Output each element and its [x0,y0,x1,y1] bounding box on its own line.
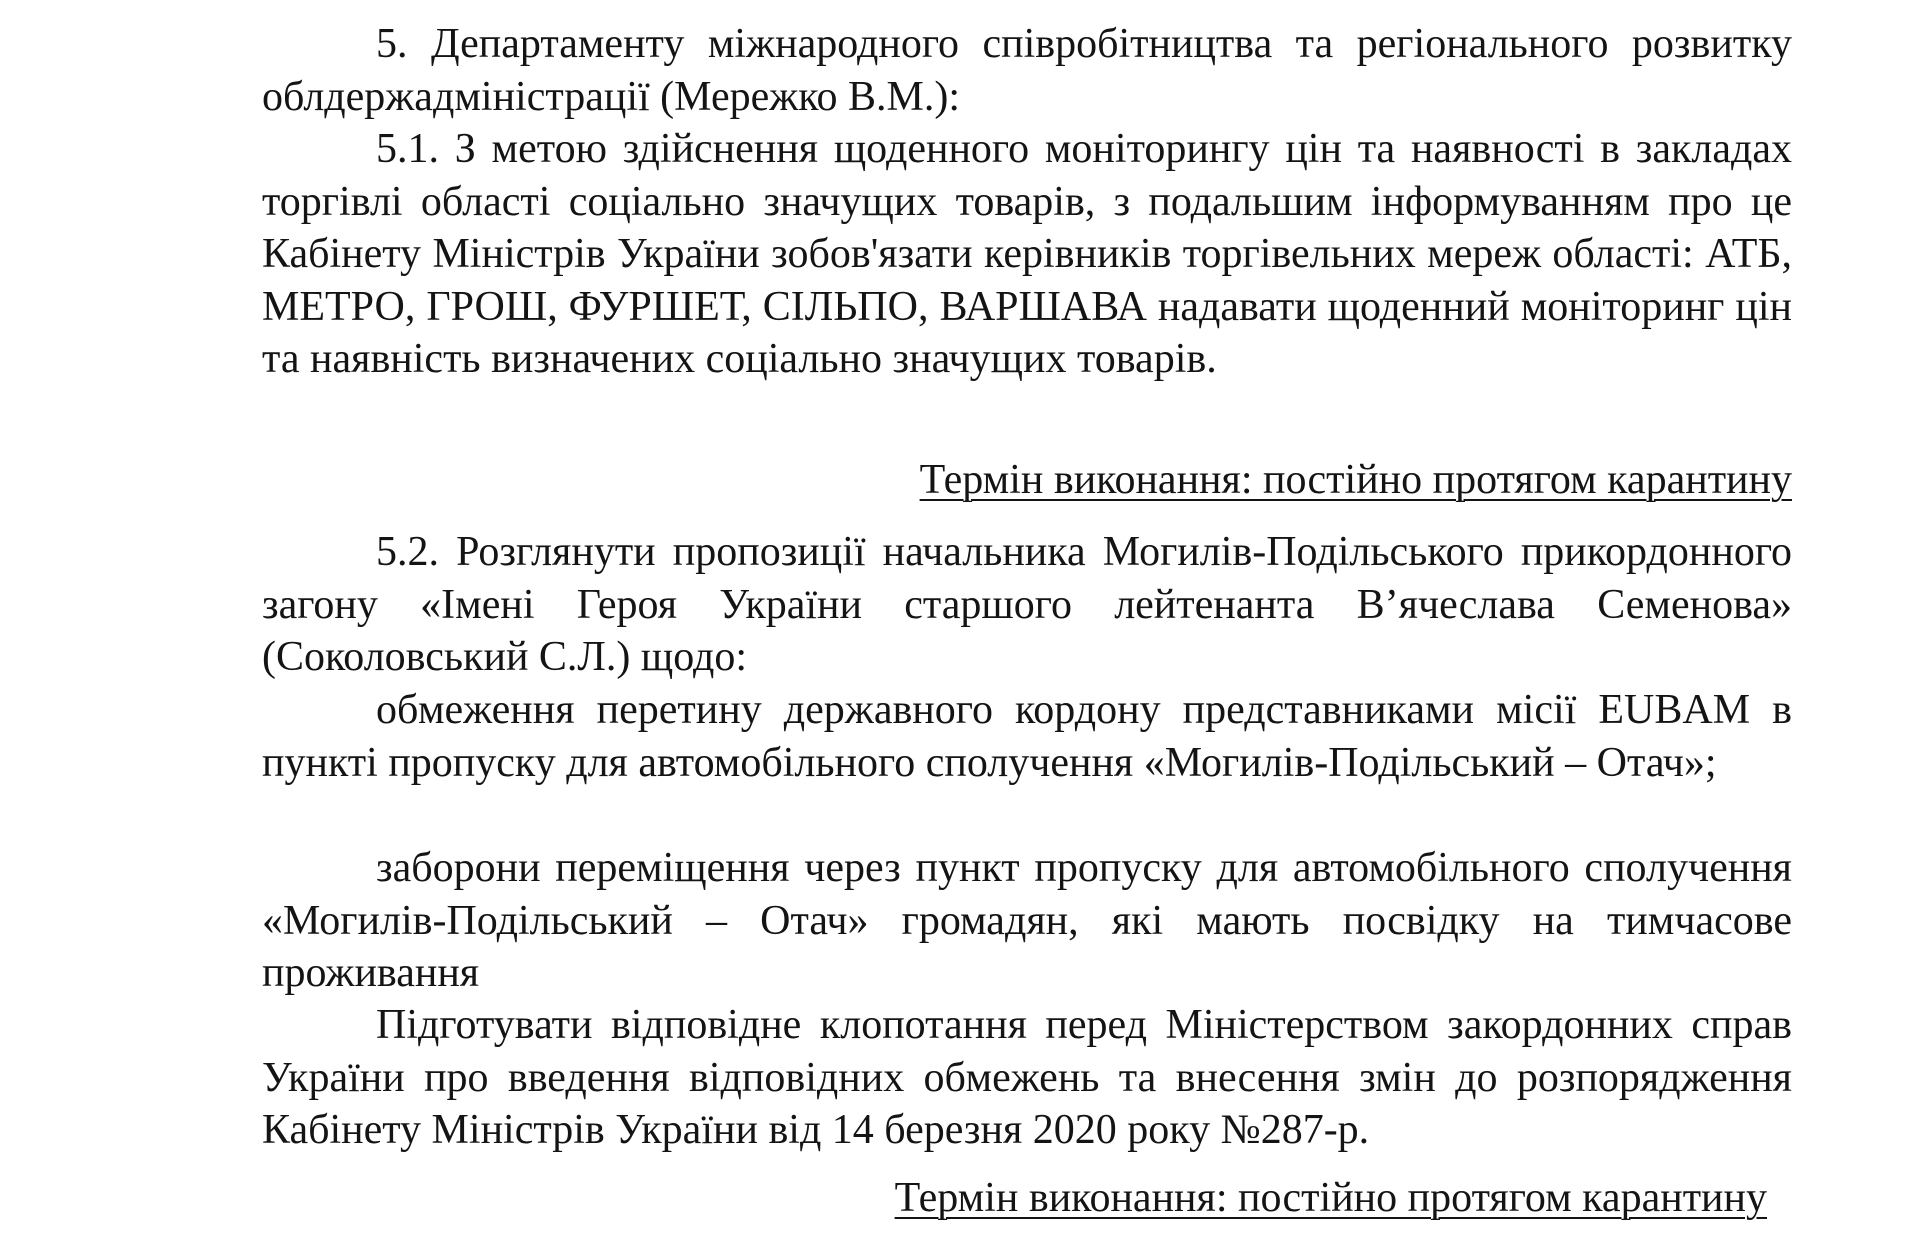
paragraph-item-5: 5. Департаменту міжнародного співробітництва та регіонального розвитку облдержадміністрації (Мережко В.М.): [262,21,1792,120]
paragraph-item-5-2-petition: Підготувати відповідне клопотання перед Міністерством закордонних справ України про введення відповідних обмежень та внесення змін до розпорядження Кабінету Міністрів України від 14 березня 2020 року №287-р. [262,1002,1792,1153]
paragraph-item-5-1: 5.1. З метою здійснення щоденного моніторингу цін та наявності в закладах торгівлі області соціально значущих товарів, з подальшим інформуванням про це Кабінету Міністрів України зобов'язати керівників торгівельних мереж області: АТБ, МЕТРО, ГРОШ, ФУРШЕТ, СІЛЬПО, ВАРШАВА надавати щоденний моніторинг цін та наявність визначених соціально значущих товарів. [262,126,1792,382]
paragraph-item-5-2: 5.2. Розглянути пропозиції начальника Могилів-Подільського прикордонного загону «Імені Героя України старшого лейтенанта В’ячеслава Семенова» (Соколовський С.Л.) щодо: [262,529,1792,680]
deadline-line-1: Термін виконання: постійно протягом карантину [919,457,1792,503]
deadline-line-2: Термін виконання: постійно протягом карантину [894,1175,1767,1221]
paragraph-item-5-2-restriction: обмеження перетину державного кордону представниками місії EUBAM в пункті пропуску для автомобільного сполучення «Могилів-Подільський – Отач»; [262,687,1792,786]
paragraph-item-5-2-ban: заборони переміщення через пункт пропуску для автомобільного сполучення «Могилів-Подільський – Отач» громадян, які мають посвідку на тимчасове проживання [262,845,1792,996]
